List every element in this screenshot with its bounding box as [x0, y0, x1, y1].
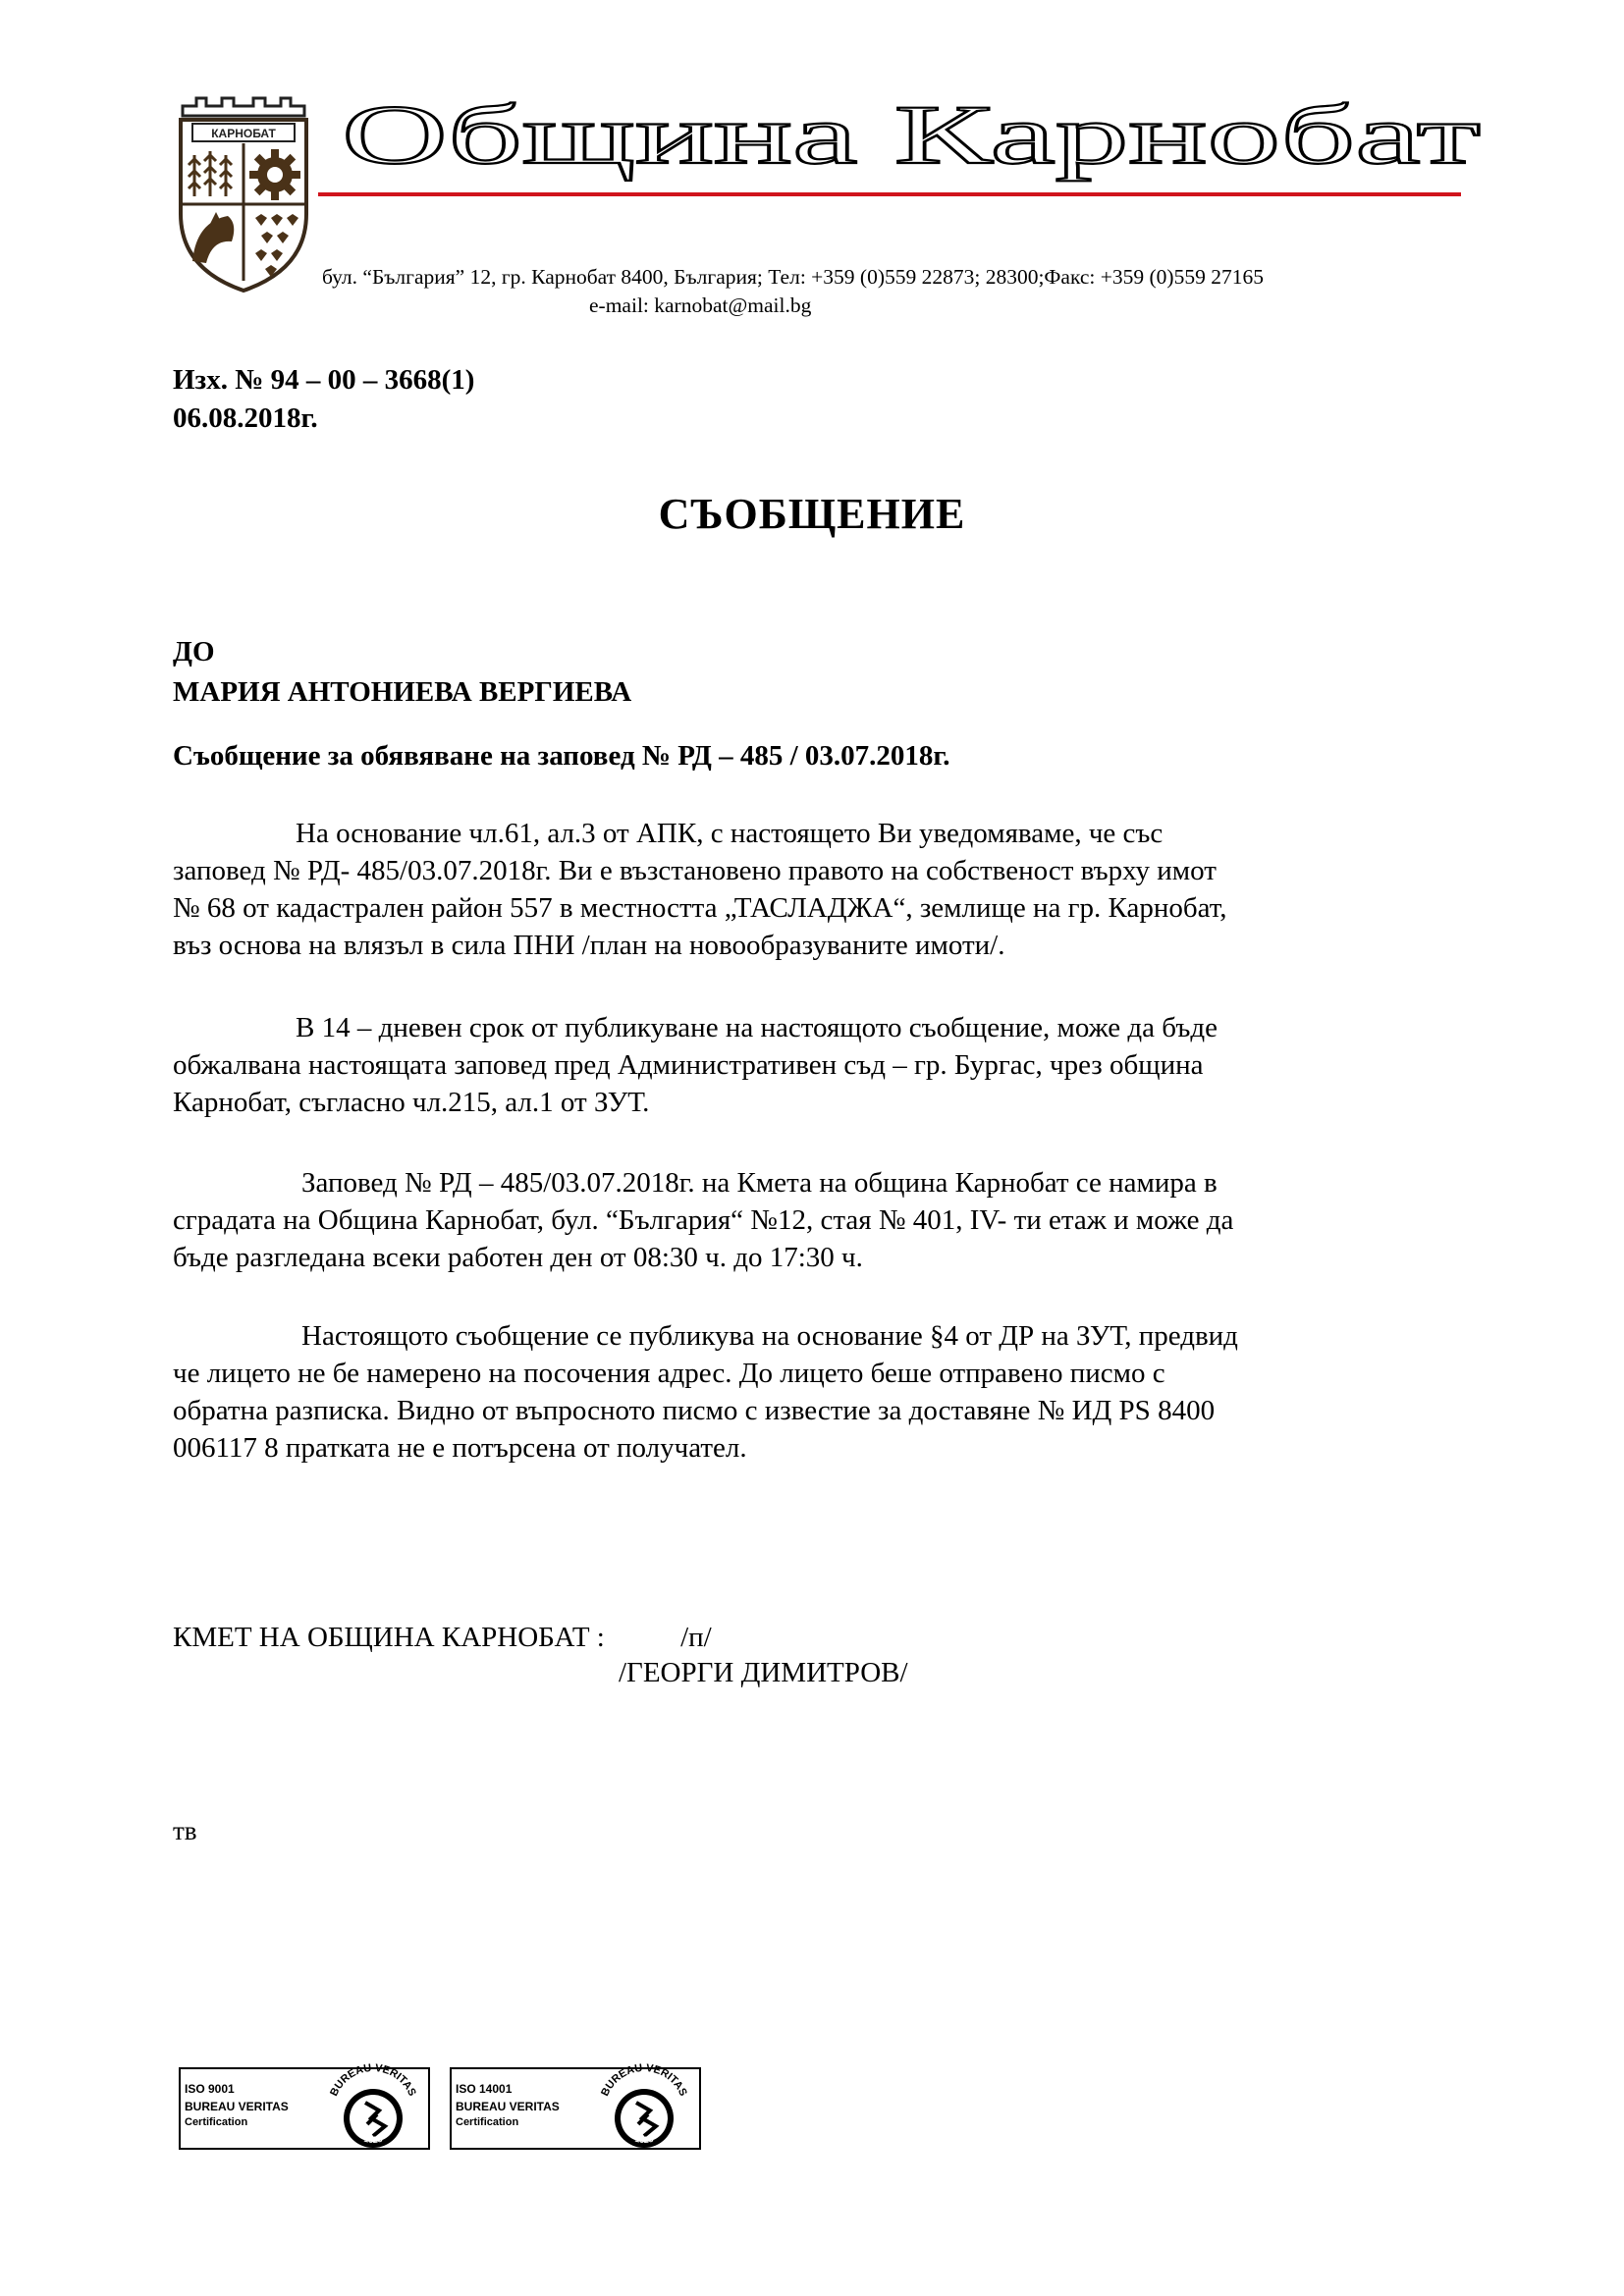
seal-year-text: 1828 — [633, 2133, 655, 2145]
paragraph-line: На основание чл.61, ал.3 от АПК, с настоящето Ви уведомяваме, че със — [296, 818, 1164, 849]
organization-name: Община Карнобат — [342, 87, 1481, 182]
bureau-veritas-seal-icon — [587, 2054, 701, 2167]
seal-top-text: BUREAU VERITAS — [328, 2061, 418, 2099]
reference-number: Изх. № 94 – 00 – 3668(1) — [173, 364, 475, 396]
body-paragraph-3 — [173, 1164, 1412, 1276]
paragraph-line: Карнобат, съгласно чл.215, ал.1 от ЗУТ. — [173, 1087, 650, 1118]
paragraph-line: обжалвана настоящата заповед пред Административен съд – гр. Бургас, чрез община — [173, 1049, 1204, 1081]
address-line: бул. “България” 12, гр. Карнобат 8400, България; Тел: +359 (0)559 22873; 28300;Факс: +359 (0)559 27165 — [322, 265, 1264, 289]
paragraph-line: обратна разписка. Видно от въпросното писмо с известие за доставяне № ИД PS 8400 — [173, 1395, 1216, 1426]
cert-text — [185, 2081, 289, 2130]
body-paragraph-1 — [173, 815, 1412, 964]
body-paragraph-4 — [173, 1317, 1412, 1467]
iso-14001-certification-logo — [450, 2052, 703, 2154]
paragraph-line: бъде разгледана всеки работен ден от 08:30 ч. до 17:30 ч. — [173, 1242, 863, 1273]
seal-year-text: 1828 — [362, 2133, 384, 2145]
bureau-veritas-seal-icon — [316, 2054, 430, 2167]
cert-body: BUREAU VERITAS — [456, 2100, 560, 2113]
email-line: e-mail: karnobat@mail.bg — [589, 294, 812, 317]
seal-top-text: BUREAU VERITAS — [599, 2061, 689, 2099]
municipality-name-wordmark — [338, 86, 1496, 185]
signatory-role: КМЕТ НА ОБЩИНА КАРНОБАТ : — [173, 1622, 605, 1653]
recipient-name: МАРИЯ АНТОНИЕВА ВЕРГИЕВА — [173, 676, 632, 708]
municipality-crest-logo — [173, 94, 314, 294]
recipient-to: ДО — [173, 636, 215, 667]
cert-sub: Certification — [185, 2116, 248, 2128]
cert-text — [456, 2081, 560, 2130]
cert-standard: ISO 9001 — [185, 2082, 235, 2096]
reference-date: 06.08.2018г. — [173, 402, 318, 434]
recipient-block — [173, 632, 631, 713]
paragraph-line: въз основа на влязъл в сила ПНИ /план на новообразуваните имоти/. — [173, 930, 1005, 961]
paragraph-line: 006117 8 пратката не е потърсена от получател. — [173, 1432, 747, 1464]
paragraph-line: Настоящото съобщение се публикува на основание §4 от ДР на ЗУТ, предвид — [301, 1320, 1238, 1352]
paragraph-line: Заповед № РД – 485/03.07.2018г. на Кмета на община Карнобат се намира в — [301, 1167, 1218, 1199]
paragraph-line: В 14 – дневен срок от публикуване на настоящото съобщение, може да бъде — [296, 1012, 1218, 1043]
header-red-rule — [318, 192, 1461, 196]
signature-mark: /п/ — [680, 1622, 712, 1653]
body-paragraph-2 — [173, 1009, 1412, 1121]
cert-sub: Certification — [456, 2116, 519, 2128]
outgoing-reference — [173, 361, 474, 438]
document-title: СЪОБЩЕНИЕ — [658, 490, 966, 538]
crest-label: КАРНОБАТ — [211, 127, 276, 140]
signature-block — [173, 1620, 908, 1688]
author-initials: тв — [173, 1816, 197, 1845]
iso-9001-certification-logo — [179, 2052, 432, 2154]
paragraph-line: че лицето не бе намерено на посочения адрес. До лицето беше отправено писмо с — [173, 1358, 1165, 1389]
subject-line: Съобщение за обявяване на заповед № РД – 485 / 03.07.2018г. — [173, 740, 950, 772]
cert-standard: ISO 14001 — [456, 2082, 513, 2096]
paragraph-line: заповед № РД- 485/03.07.2018г. Ви е възстановено правото на собственост върху имот — [173, 855, 1217, 886]
signatory-name: /ГЕОРГИ ДИМИТРОВ/ — [619, 1657, 908, 1688]
paragraph-line: сградата на Община Карнобат, бул. “България“ №12, стая № 401, IV- ти етаж и може да — [173, 1204, 1234, 1236]
svg-text:1828 — [363, 2134, 384, 2145]
paragraph-line: № 68 от кадастрален район 557 в местността „ТАСЛАДЖА“, землище на гр. Карнобат, — [173, 892, 1227, 924]
cert-body: BUREAU VERITAS — [185, 2100, 289, 2113]
svg-text:1828 — [634, 2134, 655, 2145]
